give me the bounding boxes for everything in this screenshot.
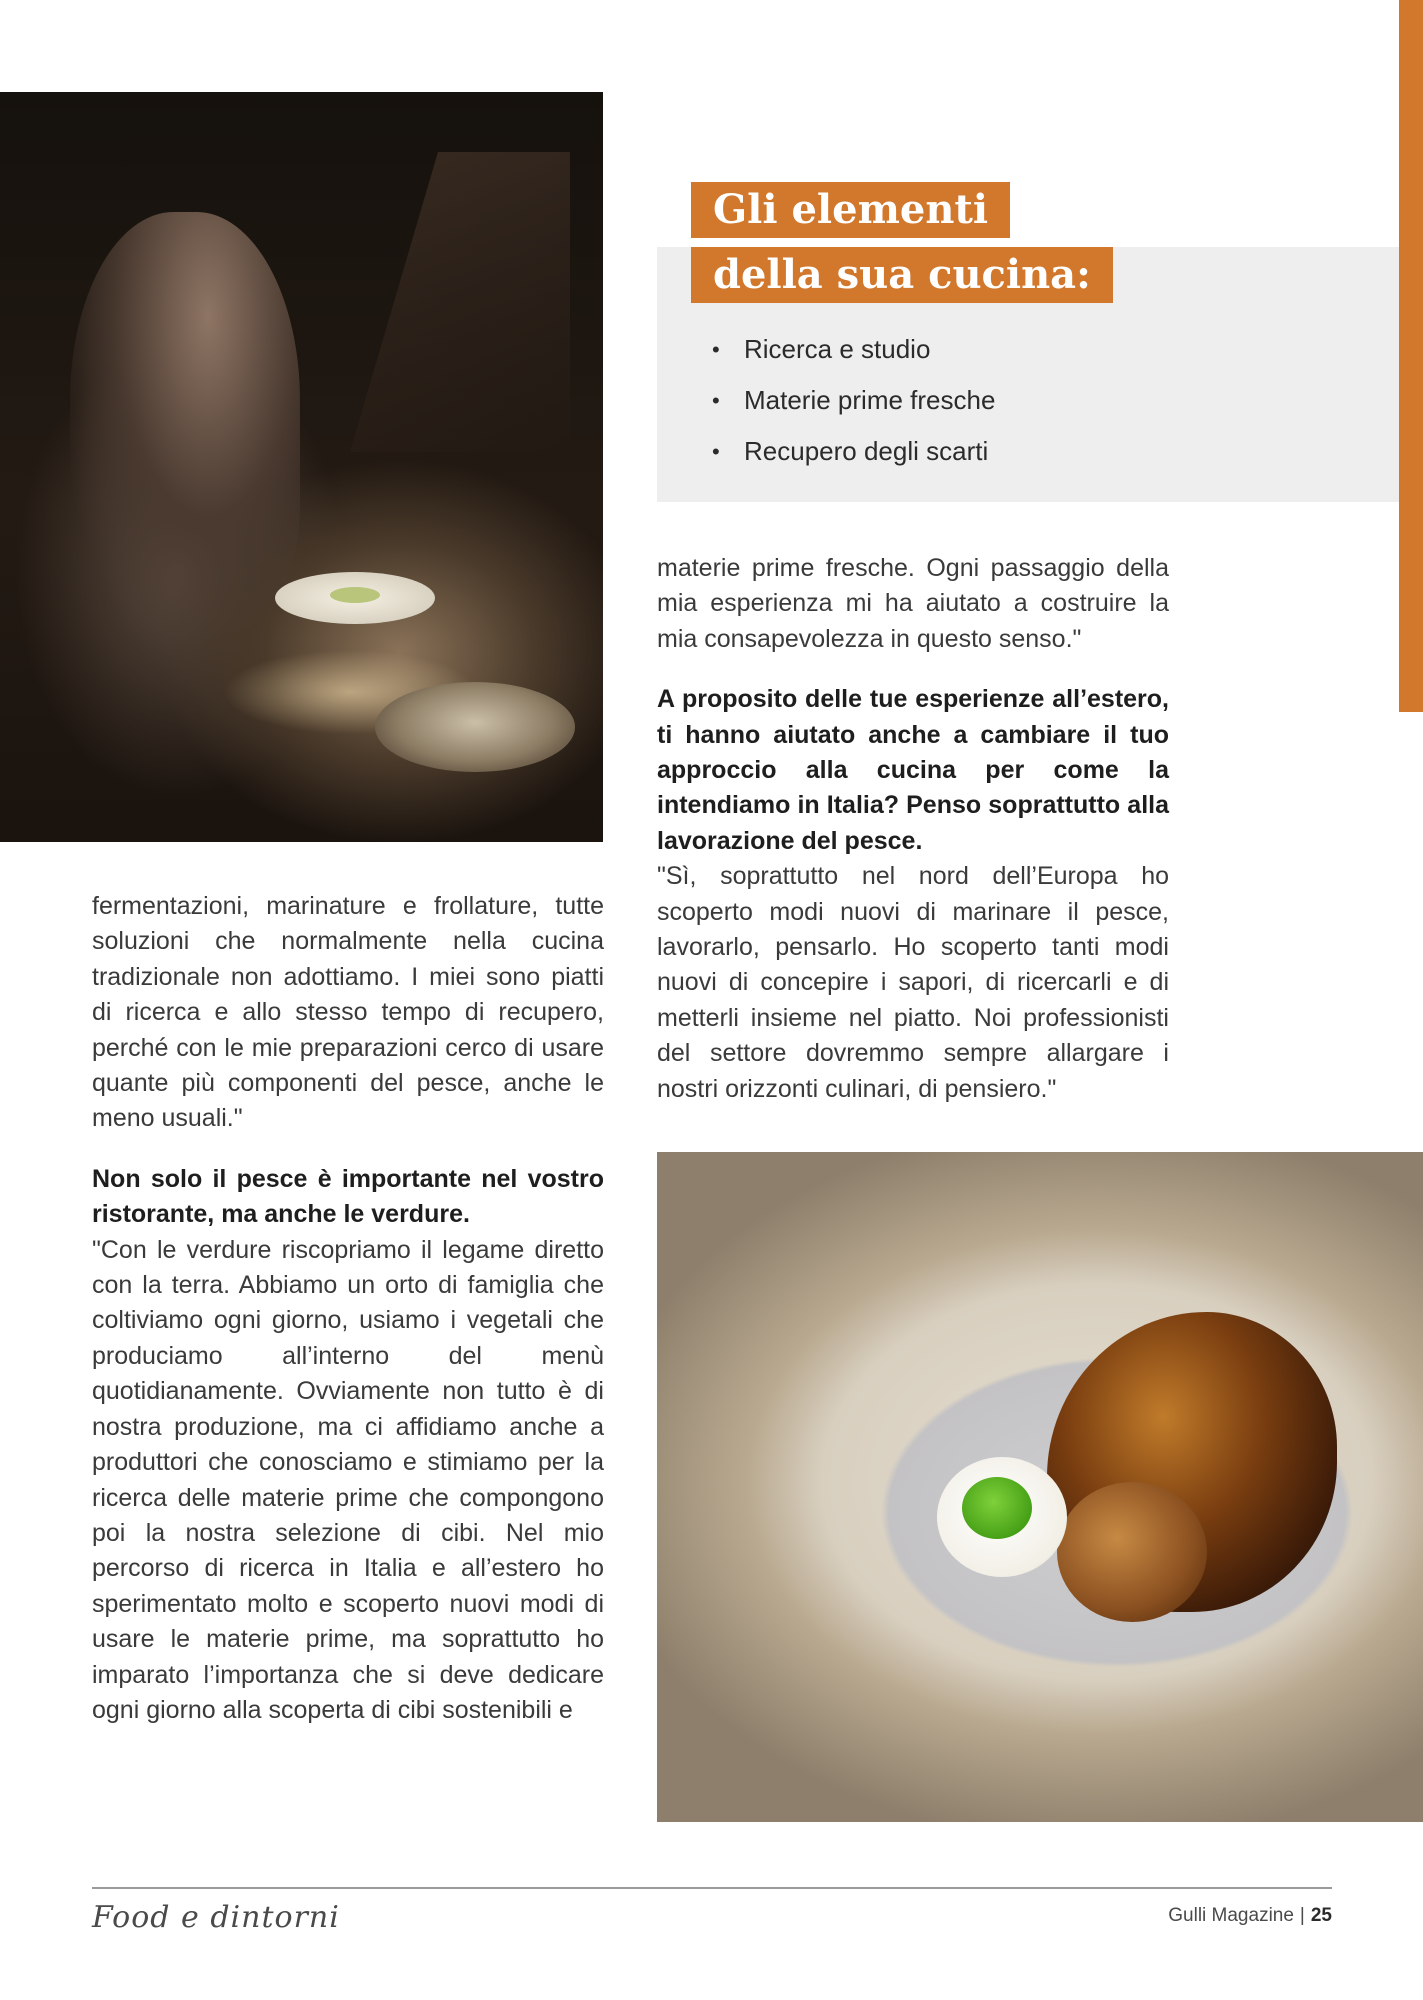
paragraph: materie prime fresche. Ogni passaggio della mia esperienza mi ha aiutato a costruire la mia consapevolezza in questo senso." xyxy=(657,554,1169,653)
green-sauce xyxy=(962,1477,1032,1539)
callout-title-line-2: della sua cucina: xyxy=(691,247,1113,303)
callout-list xyxy=(712,324,995,477)
interview-question: A proposito delle tue esperienze all’estero, ti hanno aiutato anche a cambiare il tuo approccio alla cucina per come la intendiamo in Italia? Penso soprattutto alla lavorazione del pesce. xyxy=(657,685,1169,855)
magazine-name: Gulli Magazine xyxy=(1168,1905,1294,1926)
list-item: • Recupero degli scarti xyxy=(712,426,995,477)
page-footer xyxy=(1168,1905,1332,1927)
paragraph: "Sì, soprattutto nel nord dell’Europa ho scoperto modi nuovi di marinare il pesce, lavorarlo, pensarlo. Ho scoperto tanti modi nuovi di concepire i sapori, di ricercarli e di metterli insieme nel piatto. Noi professionisti del settore dovremmo sempre allargare i nostri orizzonti culinari, di pensiero." xyxy=(657,862,1169,1103)
section-name: Food e dintorni xyxy=(92,1900,340,1935)
page-number: 25 xyxy=(1310,1905,1332,1926)
list-item: • Ricerca e studio xyxy=(712,324,995,375)
accent-bar xyxy=(1399,0,1423,712)
mushroom-stem xyxy=(1057,1482,1207,1622)
bullet-icon: • xyxy=(712,439,720,464)
garnish xyxy=(330,587,380,603)
bowl xyxy=(375,682,575,772)
interview-question: Non solo il pesce è importante nel vostro ristorante, ma anche le verdure. xyxy=(92,1164,604,1229)
paragraph: fermentazioni, marinature e frollature, tutte soluzioni che normalmente nella cucina tradizionale non adottiamo. I miei sono piatti di ricerca e allo stesso tempo di recupero, perché con le mie preparazioni cerco di usare quante più componenti del pesce, anche le meno usuali." xyxy=(92,892,604,1133)
footer-divider xyxy=(92,1887,1332,1889)
chef-figure xyxy=(70,212,300,632)
left-column xyxy=(92,889,604,1728)
bullet-icon: • xyxy=(712,337,720,362)
right-column xyxy=(657,551,1169,1107)
list-item: • Materie prime fresche xyxy=(712,375,995,426)
paragraph: "Con le verdure riscopriamo il legame diretto con la terra. Abbiamo un orto di famiglia che coltiviamo ogni giorno, usiamo i vegetali che produciamo all’interno del menù quotidianamente. Ovviamente non tutto è di nostra produzione, ma ci affidiamo anche a produttori che conosciamo e stimiamo per la ricerca delle materie prime che compongono poi la nostra selezione di cibi. Nel mio percorso di ricerca in Italia e all’estero ho sperimentato molto e scoperto nuovi modi di usare le materie prime, ma soprattutto ho imparato l’importanza che si deve dedicare ogni giorno alla scoperta di cibi sostenibili e xyxy=(92,1235,604,1724)
chef-plating-photo xyxy=(0,92,603,842)
bullet-icon: • xyxy=(712,388,720,413)
kitchen-hood xyxy=(350,152,570,452)
footer-separator: | xyxy=(1299,1905,1305,1926)
callout-title-line-1: Gli elementi xyxy=(691,182,1010,238)
dish-photo xyxy=(657,1152,1423,1822)
